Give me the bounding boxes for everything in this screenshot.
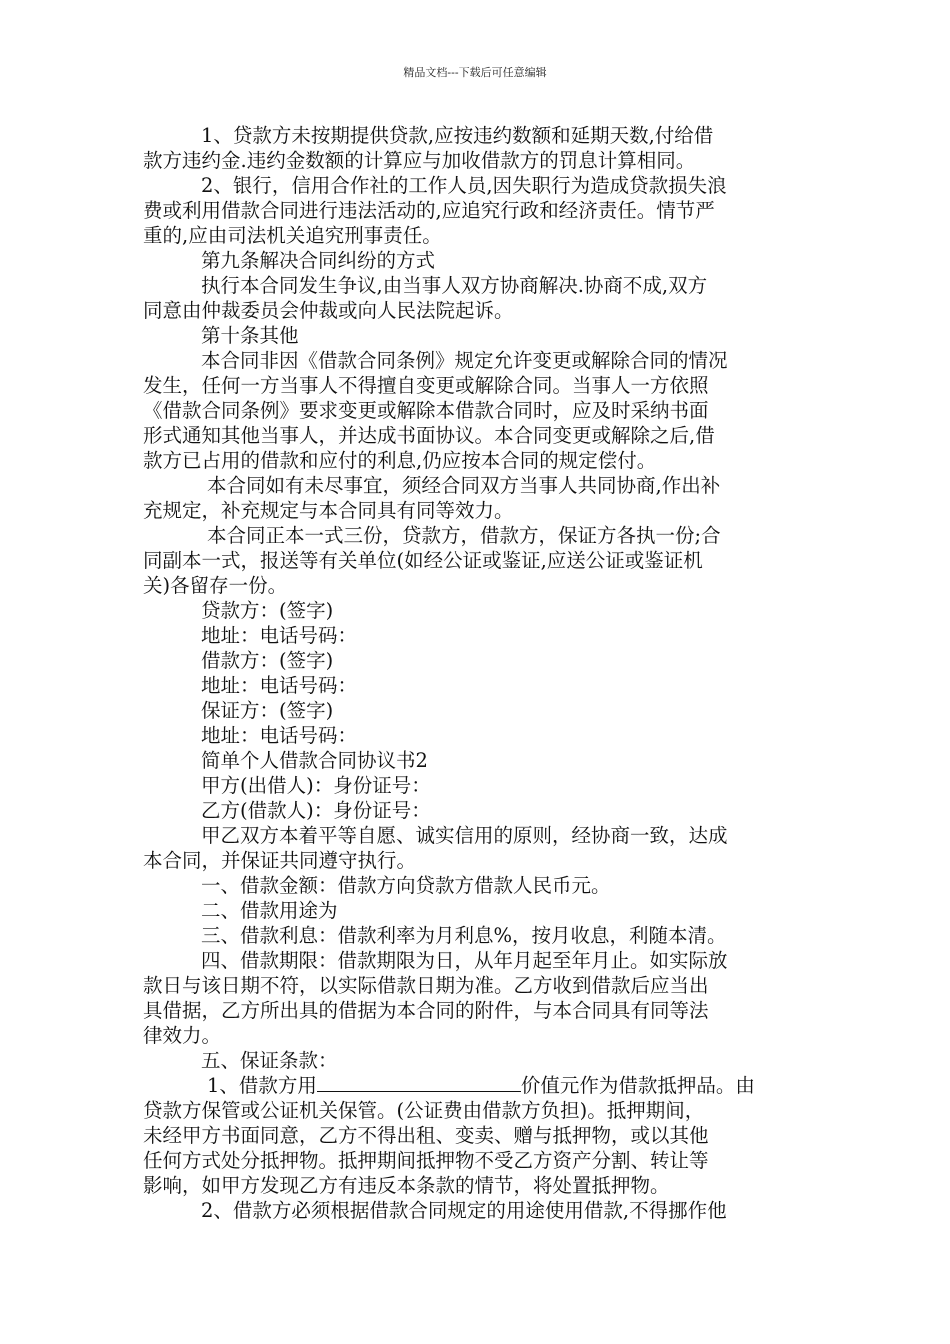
text-line: 2、借款方必须根据借款合同规定的用途使用借款,不得挪作他: [201, 1199, 727, 1222]
text-line: 律效力。: [143, 1024, 222, 1047]
document-title: 简单个人借款合同协议书2: [201, 749, 428, 772]
text-line: 发生，任何一方当事人不得擅自变更或解除合同。当事人一方依照: [143, 374, 709, 397]
signature-line: 地址：电话号码：: [201, 624, 358, 647]
text-line: 1、贷款方未按期提供贷款,应按违约数额和延期天数,付给借: [201, 124, 714, 147]
text-line: 同意由仲裁委员会仲裁或向人民法院起诉。: [143, 299, 514, 322]
text-line: 本合同如有未尽事宜，须经合同双方当事人共同协商,作出补: [207, 474, 721, 497]
text-line: 形式通知其他当事人，并达成书面协议。本合同变更或解除之后,借: [143, 424, 715, 447]
text-line: 款方违约金.违约金数额的计算应与加收借款方的罚息计算相同。: [143, 149, 696, 172]
text-line: 费或利用借款合同进行违法活动的,应追究行政和经济责任。情节严: [143, 199, 715, 222]
clause-line: 五、保证条款：: [201, 1049, 338, 1072]
signature-line: 贷款方：(签字): [201, 599, 334, 622]
clause-line: 二、借款用途为: [201, 899, 338, 922]
party-line: 甲方(出借人)：身份证号：: [201, 774, 431, 797]
section-heading: 第九条解决合同纠纷的方式: [201, 249, 436, 272]
clause-text-before-blank: 1、借款方用: [207, 1074, 317, 1097]
document-body: [143, 123, 808, 1223]
clause-line: 四、借款期限：借款期限为日，从年月起至年月止。如实际放: [201, 949, 728, 972]
text-line: 甲乙双方本着平等自愿、诚实信用的原则，经协商一致，达成: [201, 824, 728, 847]
text-line: 未经甲方书面同意，乙方不得出租、变卖、赠与抵押物，或以其他: [143, 1124, 709, 1147]
fill-in-blank: [317, 1073, 521, 1092]
clause-line: 一、借款金额：借款方向贷款方借款人民币元。: [201, 874, 611, 897]
text-line: 贷款方保管或公证机关保管。(公证费由借款方负担)。抵押期间，: [143, 1099, 705, 1122]
text-line: 本合同非因《借款合同条例》规定允许变更或解除合同的情况: [201, 349, 728, 372]
party-line: 乙方(借款人)：身份证号：: [201, 799, 431, 822]
text-line: 款日与该日期不符，以实际借款日期为准。乙方收到借款后应当出: [143, 974, 709, 997]
text-line: 2、银行，信用合作社的工作人员,因失职行为造成贷款损失浪: [201, 174, 727, 197]
signature-line: 地址：电话号码：: [201, 724, 358, 747]
text-line: 具借据，乙方所出具的借据为本合同的附件，与本合同具有同等法: [143, 999, 709, 1022]
page-header: 精品文档---下载后可任意编辑: [403, 66, 547, 79]
text-line: 重的,应由司法机关追究刑事责任。: [143, 224, 442, 247]
text-line: 同副本一式，报送等有关单位(如经公证或鉴证,应送公证或鉴证机: [143, 549, 703, 572]
signature-line: 借款方：(签字): [201, 649, 334, 672]
text-line: 任何方式处分抵押物。抵押期间抵押物不受乙方资产分割、转让等: [143, 1149, 709, 1172]
text-line: 充规定，补充规定与本合同具有同等效力。: [143, 499, 514, 522]
text-line: 影响，如甲方发现乙方有违反本条款的情节，将处置抵押物。: [143, 1174, 670, 1197]
signature-line: 地址：电话号码：: [201, 674, 358, 697]
text-line: 本合同正本一式三份，贷款方，借款方，保证方各执一份;合: [207, 524, 721, 547]
text-line: 关)各留存一份。: [143, 574, 288, 597]
clause-text-after-blank: 价值元作为借款抵押品。由: [520, 1074, 755, 1097]
text-line: 《借款合同条例》要求变更或解除本借款合同时，应及时采纳书面: [143, 399, 709, 422]
signature-line: 保证方：(签字): [201, 699, 334, 722]
text-line: 款方已占用的借款和应付的利息,仍应按本合同的规定偿付。: [143, 449, 657, 472]
clause-line-with-blank: [143, 1073, 808, 1098]
clause-line: 三、借款利息：借款利率为月利息%，按月收息，利随本清。: [201, 924, 727, 947]
text-line: 本合同，并保证共同遵守执行。: [143, 849, 417, 872]
text-line: 执行本合同发生争议,由当事人双方协商解决.协商不成,双方: [201, 274, 708, 297]
section-heading: 第十条其他: [201, 324, 299, 347]
